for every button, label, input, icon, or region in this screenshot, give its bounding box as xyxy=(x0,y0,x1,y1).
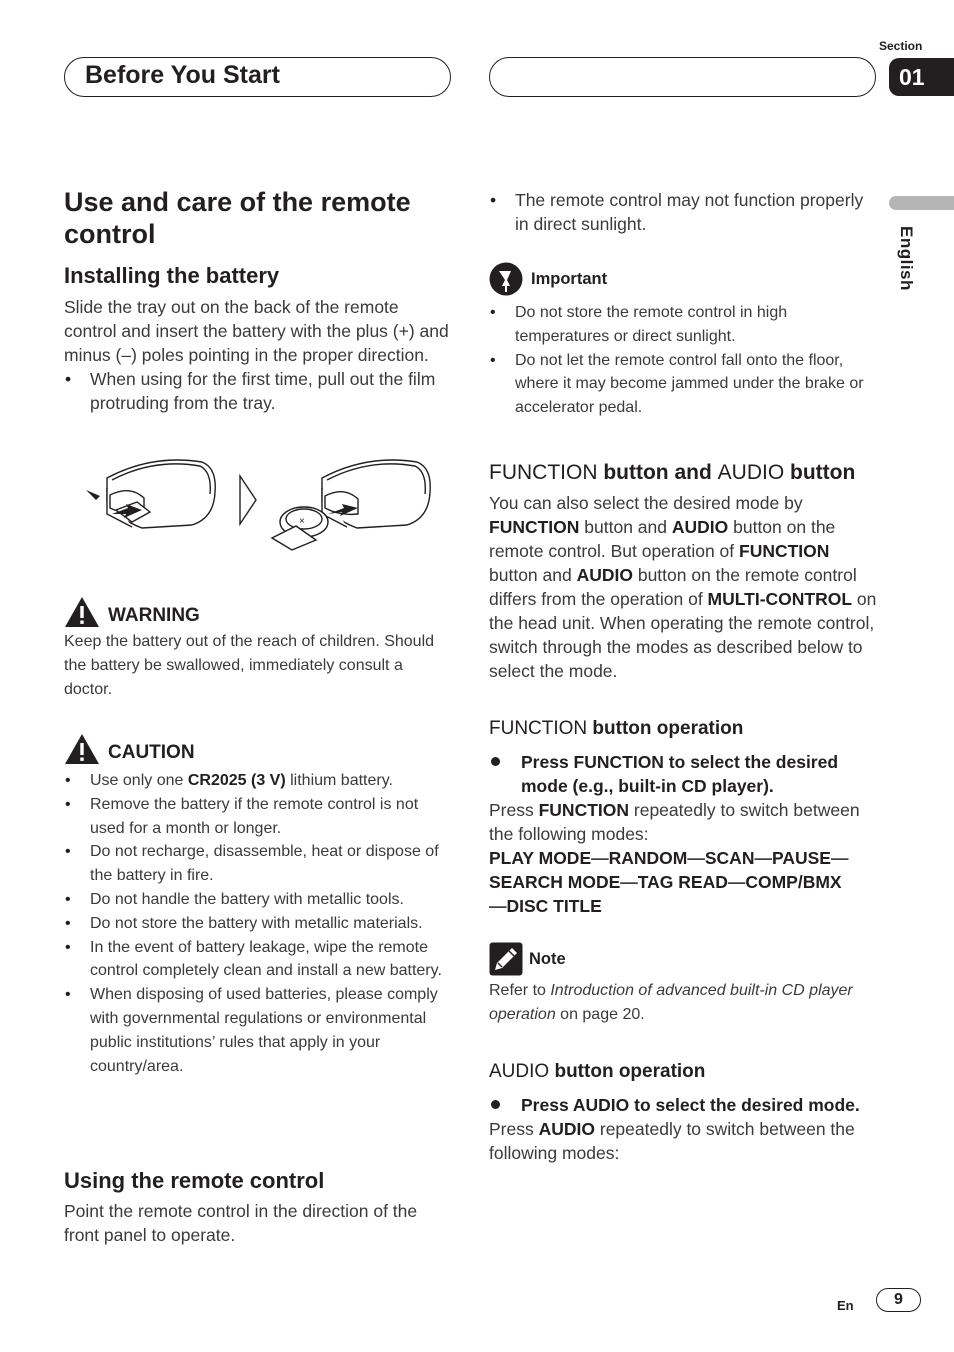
separator: — xyxy=(687,848,705,868)
note-icon xyxy=(489,942,523,976)
text: repeatedly to switch between the following modes: xyxy=(489,1119,855,1163)
battery-type: CR2025 (3 V) xyxy=(187,772,286,789)
svg-text:×: × xyxy=(299,516,305,527)
warning-header xyxy=(64,596,454,628)
caution-header xyxy=(64,733,454,765)
separator: — xyxy=(727,872,746,892)
text: on the head unit. When operating the remote control, switch through the modes as described below to select the mode. xyxy=(489,589,877,681)
important-label: Important xyxy=(531,269,608,288)
important-item: • Do not let the remote control fall onto the floor, where it may become jammed under the brake or accelerator pedal. xyxy=(489,349,879,420)
using-heading: Using the remote control xyxy=(64,1168,325,1193)
text: Press xyxy=(489,800,539,820)
text: button and xyxy=(579,517,672,537)
mode: PAUSE xyxy=(771,848,831,868)
caution-item xyxy=(64,769,454,793)
function-op-block xyxy=(489,717,879,918)
mode: SCAN xyxy=(704,848,755,868)
heading-part: FUNCTION xyxy=(489,718,588,739)
audio-press-paragraph xyxy=(489,1117,879,1165)
text: AUDIO xyxy=(538,1119,595,1139)
installing-paragraph: Slide the tray out on the back of the remote control and insert the battery with the plus (+) and minus (–) poles pointing in the proper direction. xyxy=(64,297,449,365)
function-op-heading xyxy=(489,717,879,741)
mode: SEARCH MODE xyxy=(489,872,621,892)
separator: — xyxy=(754,848,772,868)
text: repeatedly to switch between the following modes: xyxy=(489,800,860,844)
separator: — xyxy=(620,872,638,892)
mode: PLAY MODE xyxy=(489,848,592,868)
important-icon xyxy=(489,262,523,296)
heading-part: AUDIO xyxy=(717,461,785,484)
note-header xyxy=(489,942,879,976)
audio-step: Press AUDIO to select the desired mode. xyxy=(489,1093,879,1117)
page-title: Before You Start xyxy=(85,61,280,89)
text: AUDIO xyxy=(576,565,633,585)
text: You can also select the desired mode by xyxy=(489,493,803,513)
text: on page 20. xyxy=(555,1005,645,1023)
note-reference: Introduction of advanced built-in CD player operation xyxy=(489,982,853,1023)
section-label: Section xyxy=(879,39,923,53)
mode: DISC TITLE xyxy=(506,896,602,916)
main-heading: Use and care of the remote control xyxy=(64,187,411,249)
using-paragraph: Point the remote control in the direction of the front panel to operate. xyxy=(64,1201,418,1245)
text: Refer to xyxy=(489,982,551,999)
caution-block xyxy=(64,733,454,1078)
section-number: 01 xyxy=(889,58,954,96)
caution-item: • Do not handle the battery with metallic tools. xyxy=(64,888,454,912)
heading-part: button operation xyxy=(587,718,744,739)
note-label: Note xyxy=(529,949,566,968)
separator: — xyxy=(591,848,609,868)
warning-block xyxy=(64,596,454,701)
separator: — xyxy=(830,848,849,868)
text: Press xyxy=(489,1119,539,1139)
heading-part: button xyxy=(784,461,856,484)
important-item: • Do not store the remote control in high temperatures or direct sunlight. xyxy=(489,301,879,349)
installing-heading: Installing the battery xyxy=(64,263,280,288)
caution-item-text: lithium battery. xyxy=(285,772,393,789)
caution-item-text: Use only one xyxy=(90,772,188,789)
installing-bullet: • When using for the first time, pull out the film protruding from the tray. xyxy=(64,367,454,415)
warning-text: Keep the battery out of the reach of children. Should the battery be swallowed, immediately consult a doctor. xyxy=(64,633,435,698)
function-step: Press FUNCTION to select the desired mode (e.g., built-in CD player). xyxy=(489,750,879,798)
page-number: 9 xyxy=(876,1288,921,1312)
left-column xyxy=(64,186,454,415)
caution-item: • In the event of battery leakage, wipe the remote control completely clean and install a new battery. xyxy=(64,936,454,984)
caution-item: • Do not recharge, disassemble, heat or dispose of the battery in fire. xyxy=(64,840,454,888)
text: button and xyxy=(489,565,577,585)
caution-item: • Remove the battery if the remote control is not used for a month or longer. xyxy=(64,793,454,841)
function-audio-block xyxy=(489,461,879,683)
language-tab xyxy=(889,196,954,210)
function-audio-paragraph xyxy=(489,491,879,683)
warning-label: WARNING xyxy=(108,605,200,626)
caution-label: CAUTION xyxy=(108,742,195,763)
language-label: English xyxy=(897,226,916,291)
function-audio-heading xyxy=(489,461,879,485)
text: FUNCTION xyxy=(538,800,630,820)
function-mode-list xyxy=(489,846,879,918)
heading-part: button operation xyxy=(549,1061,706,1082)
audio-op-heading xyxy=(489,1060,879,1084)
mode: COMP/BMX xyxy=(745,872,842,892)
text: FUNCTION xyxy=(739,541,830,561)
using-block xyxy=(64,1167,454,1247)
separator: — xyxy=(489,896,507,916)
note-text xyxy=(489,979,879,1027)
note-block xyxy=(489,942,879,1027)
important-header xyxy=(489,262,879,296)
footer-language: En xyxy=(837,1298,854,1313)
caution-item: • When disposing of used batteries, please comply with governmental regulations or environmental public institutions’ rules that apply in your country/area. xyxy=(64,983,454,1078)
audio-op-block xyxy=(489,1060,879,1165)
header-empty-pill xyxy=(489,57,876,97)
heading-part: AUDIO xyxy=(489,1061,550,1082)
warning-icon xyxy=(64,596,100,628)
right-column-top xyxy=(489,188,879,236)
battery-illustration xyxy=(82,450,434,555)
caution-icon xyxy=(64,733,100,765)
function-press-paragraph xyxy=(489,798,879,846)
text: FUNCTION xyxy=(489,517,580,537)
sunlight-bullet: • The remote control may not function properly in direct sunlight. xyxy=(489,188,879,236)
important-block xyxy=(489,262,879,420)
heading-part: button and xyxy=(597,461,718,484)
text: MULTI-CONTROL xyxy=(707,589,853,609)
caution-item: • Do not store the battery with metallic materials. xyxy=(64,912,454,936)
text: button on the remote control. But operation of xyxy=(489,517,836,561)
text: AUDIO xyxy=(671,517,729,537)
mode: RANDOM xyxy=(608,848,688,868)
header-title-pill xyxy=(64,57,451,97)
mode: TAG READ xyxy=(637,872,728,892)
heading-part: FUNCTION xyxy=(489,461,598,484)
text: button on the remote control differs from the operation of xyxy=(489,565,857,609)
